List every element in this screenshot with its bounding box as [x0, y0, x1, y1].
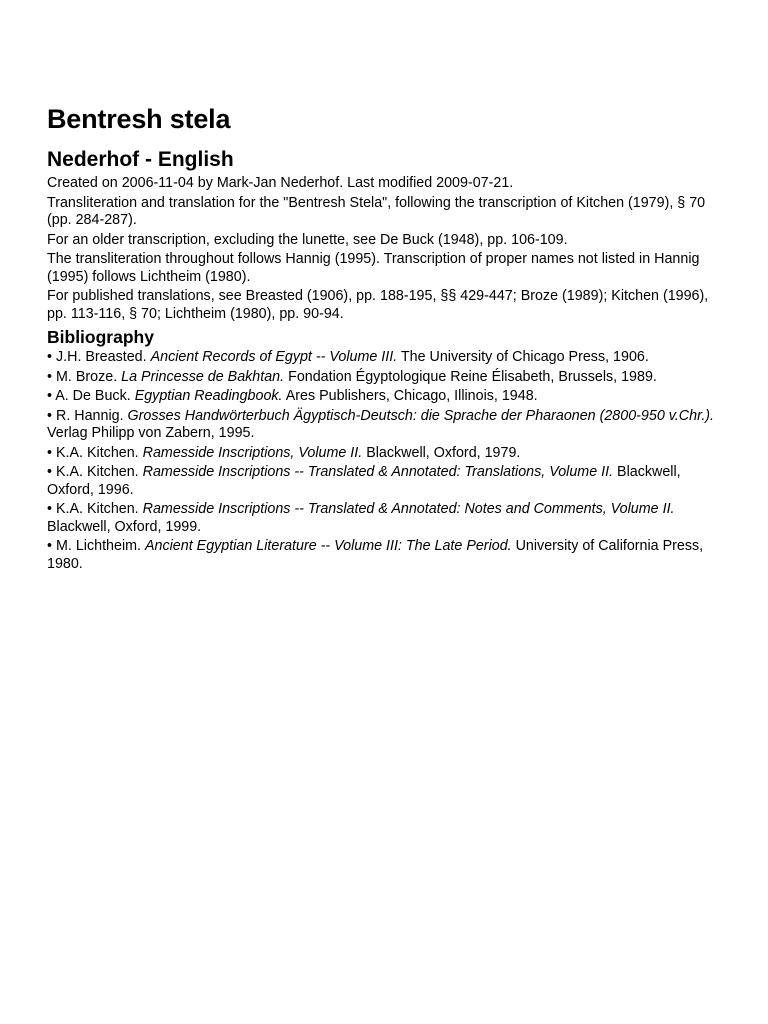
description-paragraph: Transliteration and translation for the "Bentresh Stela", following the transcription of Kitchen (1979), § 70 (pp. 284-287).: [47, 194, 706, 228]
entry-publisher: Verlag Philipp von Zabern, 1995.: [47, 425, 255, 441]
page-title: Bentresh stela: [47, 104, 231, 134]
entry-author: J.H. Breasted.: [56, 349, 147, 365]
entry-publisher: Blackwell, Oxford, 1999.: [47, 518, 202, 535]
entry-author: M. Lichtheim.: [56, 538, 142, 554]
entry-work-title: Ancient Records of Egypt -- Volume III.: [150, 349, 398, 365]
entry-author: M. Broze.: [56, 368, 118, 385]
page-subtitle: Nederhof - English: [47, 148, 234, 171]
bullet-marker: •: [47, 464, 53, 480]
entry-work-title: La Princesse de Bakhtan.: [121, 368, 285, 385]
bibliography-entry: [47, 388, 728, 406]
entry-publisher: Ares Publishers, Chicago, Illinois, 1948.: [285, 388, 538, 404]
entry-author: A. De Buck.: [55, 388, 131, 404]
entry-publisher: Blackwell, Oxford, 1979.: [366, 444, 521, 461]
entry-author: K.A. Kitchen.: [56, 444, 139, 461]
bibliography-heading: Bibliography: [47, 327, 154, 347]
bibliography-entry: [47, 501, 728, 536]
entry-publisher: University of California Press, 1980.: [47, 538, 704, 572]
entry-author: R. Hannig.: [56, 407, 124, 424]
entry-work-title: Grosses Handwörterbuch Ägyptisch-Deutsch: die Sprache der Pharaonen (2800-950 v.Chr.).: [127, 407, 715, 424]
bibliography-entry: [47, 464, 728, 499]
transliteration-paragraph: The transliteration throughout follows Hannig (1995). Transcription of proper names not listed in Hannig (1995) follows Lichtheim (1980).: [47, 251, 700, 285]
bullet-marker: •: [47, 368, 53, 385]
bullet-marker: •: [47, 349, 53, 365]
entry-work-title: Ramesside Inscriptions -- Translated & Annotated: Notes and Comments, Volume II.: [142, 501, 675, 517]
bibliography-entry: [47, 369, 728, 387]
bullet-marker: •: [47, 538, 53, 554]
entry-author: K.A. Kitchen.: [56, 464, 139, 480]
entry-publisher: Fondation Égyptologique Reine Élisabeth, Brussels, 1989.: [288, 368, 657, 385]
bibliography-entry: [47, 538, 728, 573]
entry-work-title: Ramesside Inscriptions, Volume II.: [142, 444, 363, 461]
bullet-marker: •: [47, 407, 53, 424]
bibliography-list: [47, 349, 728, 573]
creation-info-paragraph: Created on 2006-11-04 by Mark-Jan Nederhof. Last modified 2009-07-21.: [47, 175, 514, 191]
bibliography-entry: [47, 408, 728, 443]
bullet-marker: •: [47, 501, 53, 517]
bullet-marker: •: [47, 388, 53, 404]
entry-author: K.A. Kitchen.: [56, 501, 139, 517]
older-transcription-paragraph: For an older transcription, excluding the lunette, see De Buck (1948), pp. 106-109.: [47, 231, 568, 248]
bibliography-entry: [47, 445, 728, 463]
entry-work-title: Ramesside Inscriptions -- Translated & Annotated: Translations, Volume II.: [142, 464, 614, 480]
entry-publisher: The University of Chicago Press, 1906.: [400, 349, 649, 365]
translations-paragraph: For published translations, see Breasted (1906), pp. 188-195, §§ 429-447; Broze (1989); Kitchen (1996), pp. 113-116, § 70; Lichtheim (1980), pp. 90-94.: [47, 288, 709, 322]
entry-work-title: Egyptian Readingbook.: [134, 388, 283, 404]
entry-publisher: Blackwell, Oxford, 1996.: [47, 464, 681, 498]
entry-work-title: Ancient Egyptian Literature -- Volume III: The Late Period.: [145, 538, 512, 554]
bullet-marker: •: [47, 444, 53, 461]
bibliography-entry: [47, 349, 728, 367]
